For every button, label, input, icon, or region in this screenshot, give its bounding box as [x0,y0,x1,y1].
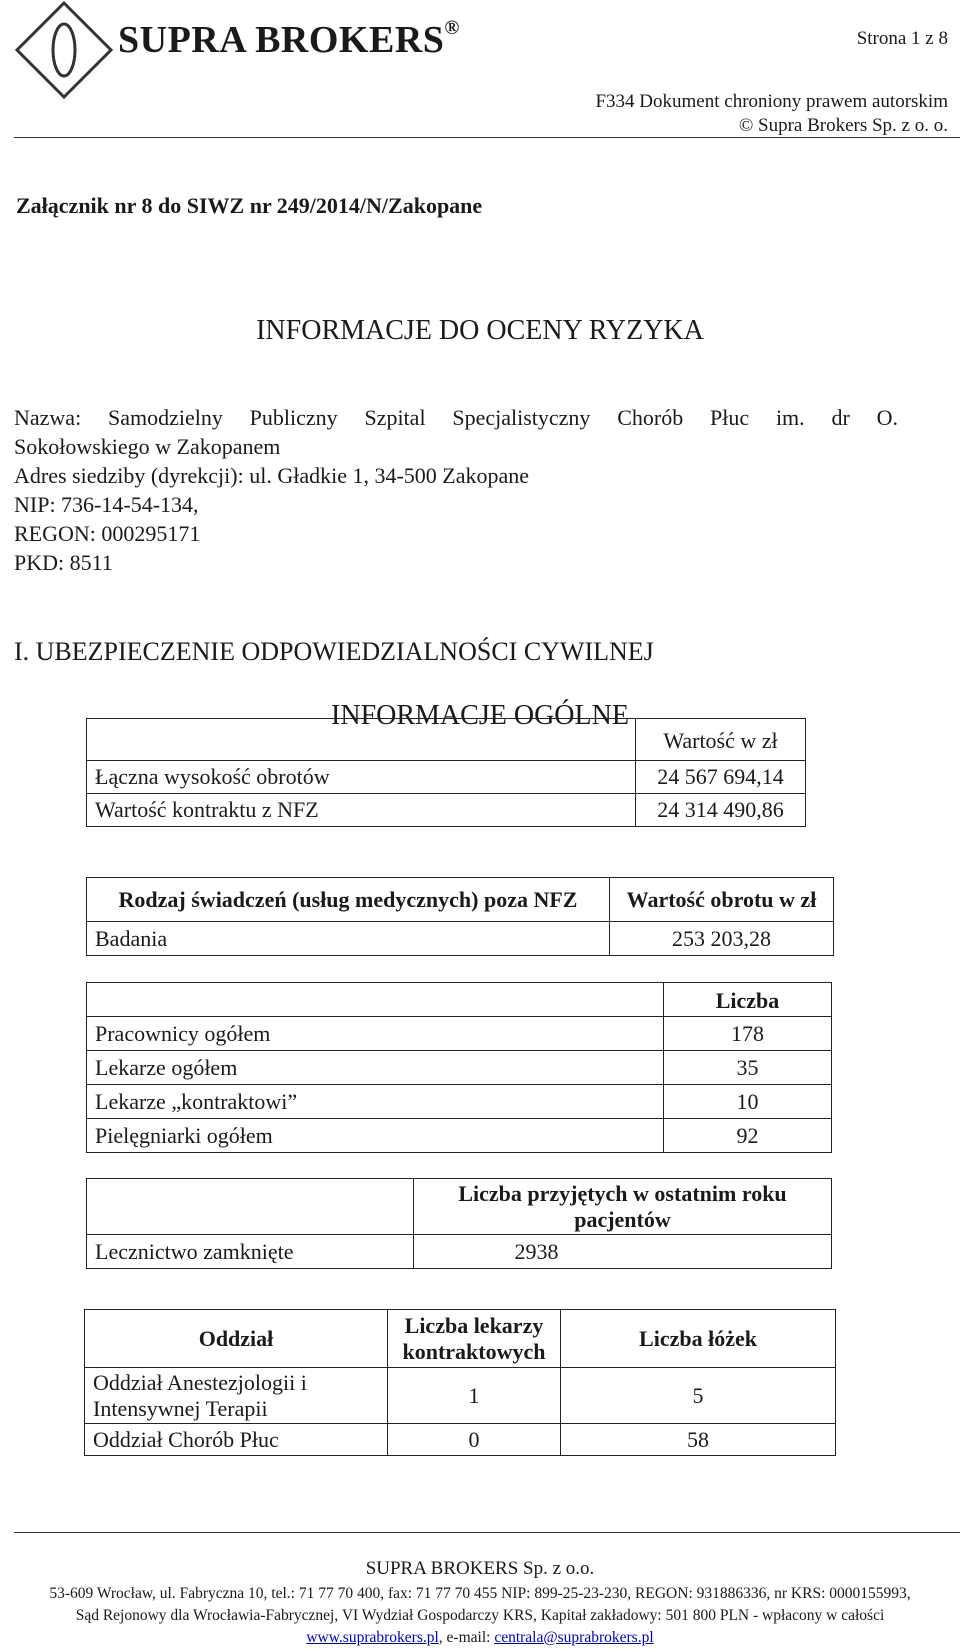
row-value: 92 [664,1119,832,1153]
table-admissions [86,1178,832,1269]
footer-address-line: 53-609 Wrocław, ul. Fabryczna 10, tel.: 71 77 70 400, fax: 71 77 70 455 NIP: 899-25-23-230, REGON: 931886336, nr KRS: 0000155993, [49,1585,911,1602]
row-value: 24 567 694,14 [636,761,806,794]
row-value: 24 314 490,86 [636,794,806,827]
email-prefix: , e-mail: [438,1629,495,1646]
table-row [87,1051,832,1085]
row-label: Pracownicy ogółem [87,1017,664,1051]
footer-contact-line [0,1626,960,1649]
footer-company: SUPRA BROKERS Sp. z o.o. [365,1558,595,1579]
entity-info [14,403,898,577]
row-value: 35 [664,1051,832,1085]
header-admissions: Liczba przyjętych w ostatnim roku pacjentów [414,1179,832,1235]
diamond-logo-icon [14,0,114,100]
section-title: I. UBEZPIECZENIE ODPOWIEDZIALNOŚCI CYWILNEJ [14,637,654,666]
table-header-row [87,878,834,922]
row-value: 178 [664,1017,832,1051]
section-subtitle: INFORMACJE OGÓLNE [331,700,629,731]
table-row [87,1017,832,1051]
header-turnover-value: Wartość obrotu w zł [610,878,834,922]
table-row [87,922,834,956]
row-label: Lecznictwo zamknięte [87,1235,414,1269]
table-row [87,1119,832,1153]
doc-protection-notice [595,90,948,138]
header-beds: Liczba łóżek [561,1310,836,1368]
header-ward: Oddział [85,1310,388,1368]
table-header-row [85,1310,836,1368]
ward-doctors: 1 [388,1368,561,1424]
page-number: Strona 1 z 8 [856,28,948,49]
table-values [86,718,806,827]
entity-nip: NIP: 736-14-54-134, [14,492,199,517]
company-logo [14,0,114,100]
entity-name-line2: Sokołowskiego w Zakopanem [14,434,281,459]
copyright-text: © Supra Brokers Sp. z o. o. [738,115,948,136]
ward-beds: 5 [561,1368,836,1424]
table-header-empty [87,983,664,1017]
header-contract-doctors: Liczba lekarzy kontraktowych [388,1310,561,1368]
row-label: Pielęgniarki ogółem [87,1119,664,1153]
row-label: Badania [87,922,610,956]
entity-name-line1: Nazwa: Samodzielny Publiczny Szpital Specjalistyczny Chorób Płuc im. dr O. [14,405,898,430]
registered-mark: ® [444,17,460,40]
row-value: 10 [664,1085,832,1119]
table-row [87,794,806,827]
doc-protection-text: F334 Dokument chroniony prawem autorskim [595,91,948,112]
header-divider [14,137,960,138]
entity-regon: REGON: 000295171 [14,521,201,546]
ward-name: Oddział Anestezjologii i Intensywnej Terapii [85,1368,388,1424]
table-row [87,1235,832,1269]
brand-name-text: SUPRA BROKERS [118,19,445,61]
row-label: Łączna wysokość obrotów [87,761,636,794]
ward-doctors: 0 [388,1424,561,1456]
row-label: Lekarze ogółem [87,1051,664,1085]
table-header-row [87,1179,832,1235]
header-count: Liczba [664,983,832,1017]
footer-divider [14,1532,960,1533]
table-staff [86,982,832,1153]
entity-address: Adres siedziby (dyrekcji): ul. Gładkie 1, 34-500 Zakopane [14,463,530,488]
header-service-type: Rodzaj świadczeń (usług medycznych) poza NFZ [87,878,610,922]
annex-title: Załącznik nr 8 do SIWZ nr 249/2014/N/Zakopane [16,193,483,218]
ward-beds: 58 [561,1424,836,1456]
table-header-empty [87,1179,414,1235]
email-link[interactable]: centrala@suprabrokers.pl [494,1629,654,1646]
row-value: 253 203,28 [610,922,834,956]
table-row [85,1424,836,1456]
table-header-row [87,719,806,761]
table-header-empty [87,719,636,761]
row-value: 2938 [414,1235,832,1269]
table-wards [84,1309,836,1456]
row-label: Wartość kontraktu z NFZ [87,794,636,827]
ward-name: Oddział Chorób Płuc [85,1424,388,1456]
table-row [85,1368,836,1424]
table-header-row [87,983,832,1017]
entity-pkd: PKD: 8511 [14,550,113,575]
brand-name [118,18,460,62]
main-title: INFORMACJE DO OCENY RYZYKA [256,315,704,346]
table-row [87,761,806,794]
table-header-value: Wartość w zł [636,719,806,761]
table-services [86,877,834,956]
table-row [87,1085,832,1119]
website-link[interactable]: www.suprabrokers.pl [306,1629,439,1646]
row-label: Lekarze „kontraktowi” [87,1085,664,1119]
footer-court-line: Sąd Rejonowy dla Wrocławia-Fabrycznej, VI Wydział Gospodarczy KRS, Kapitał zakładowy: 501 800 PLN - wpłacony w całości [75,1607,885,1624]
